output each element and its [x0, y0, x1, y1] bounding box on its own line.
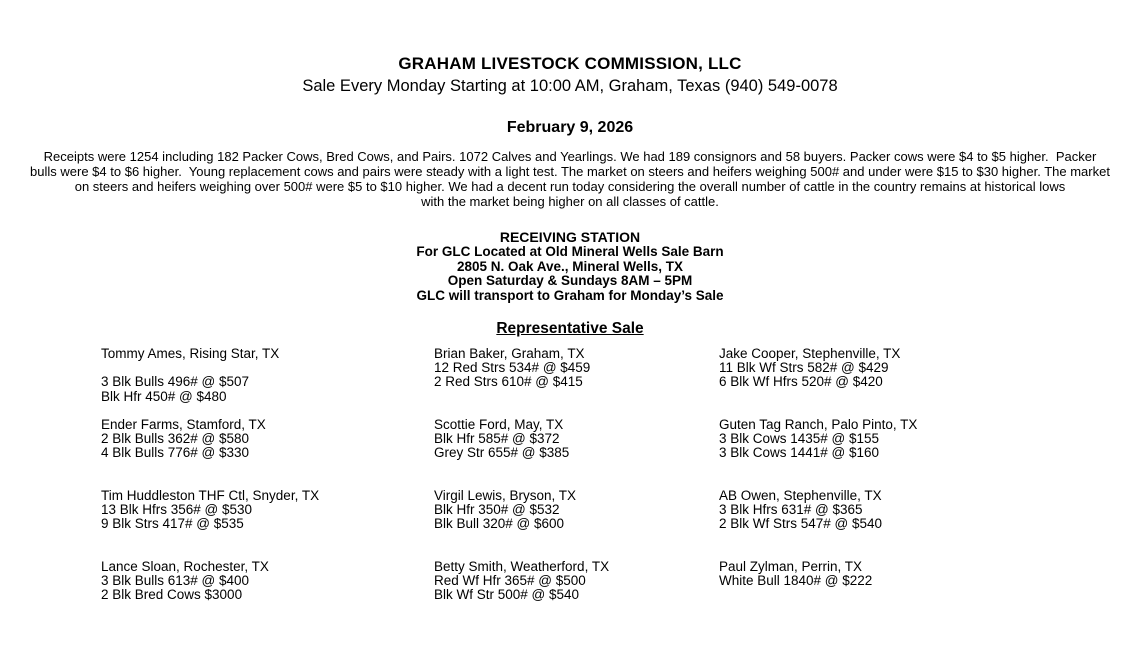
lot-line: Blk Hfr 585# @ $372 — [434, 431, 560, 447]
consignor-name: Ender Farms, Stamford, TX — [101, 417, 266, 432]
lot-line: 3 Blk Bulls 613# @ $400 — [101, 573, 250, 589]
consignor-name: Virgil Lewis, Bryson, TX — [434, 488, 577, 503]
representative-sale-heading: Representative Sale — [496, 320, 644, 337]
lot-line: 2 Blk Bulls 362# @ $580 — [101, 431, 250, 447]
sale-entry — [434, 347, 719, 418]
sale-entry — [101, 418, 434, 489]
sale-entry — [719, 418, 1140, 489]
sale-column-3 — [719, 347, 1140, 631]
consignor-name: Brian Baker, Graham, TX — [434, 346, 585, 361]
lot-line: Blk Bull 320# @ $600 — [434, 516, 565, 532]
sale-entry — [719, 560, 1140, 631]
lot-line: Red Wf Hfr 365# @ $500 — [434, 573, 586, 589]
sale-column-2 — [434, 347, 719, 631]
lot-line: 12 Red Strs 534# @ $459 — [434, 360, 591, 376]
lot-line: 11 Blk Wf Strs 582# @ $429 — [719, 360, 889, 376]
receiving-station-heading: RECEIVING STATION — [499, 229, 641, 245]
consignor-name: Scottie Ford, May, TX — [434, 417, 564, 432]
lot-line: 6 Blk Wf Hfrs 520# @ $420 — [719, 374, 883, 390]
lot-line: 3 Blk Cows 1435# @ $155 — [719, 431, 880, 447]
lot-line: Blk Wf Str 500# @ $540 — [434, 587, 580, 603]
lot-line: 13 Blk Hfrs 356# @ $530 — [101, 502, 253, 518]
sale-entry — [434, 418, 719, 489]
lot-line: White Bull 1840# @ $222 — [719, 573, 873, 589]
consignor-name: Tim Huddleston THF Ctl, Snyder, TX — [101, 488, 320, 503]
consignor-name: Lance Sloan, Rochester, TX — [101, 559, 269, 574]
sale-entry — [434, 489, 719, 560]
market-report-line: Receipts were 1254 including 182 Packer Cows, Bred Cows, and Pairs. 1072 Calves and Yearlings. We had 189 consignors and 58 buyers. Packer cows were $4 to $5 higher. Packer — [43, 149, 1097, 164]
receiving-station-line: 2805 N. Oak Ave., Mineral Wells, TX — [456, 258, 684, 274]
lot-line: Blk Hfr 450# @ $480 — [101, 388, 227, 404]
sale-column-1 — [101, 347, 434, 631]
consignor-name: Betty Smith, Weatherford, TX — [434, 559, 610, 574]
sale-entry — [719, 347, 1140, 418]
sale-entry — [101, 560, 434, 631]
sale-entry — [101, 347, 434, 418]
sale-date: February 9, 2026 — [506, 119, 634, 136]
lot-line: 3 Blk Bulls 496# @ $507 — [101, 374, 250, 390]
page-title: GRAHAM LIVESTOCK COMMISSION, LLC — [398, 54, 742, 73]
consignor-name: Jake Cooper, Stephenville, TX — [719, 346, 901, 361]
sale-entry — [719, 489, 1140, 560]
consignor-name: Guten Tag Ranch, Palo Pinto, TX — [719, 417, 918, 432]
market-report — [0, 149, 1140, 209]
market-report-line: with the market being higher on all classes of cattle. — [421, 194, 719, 209]
consignor-name: Paul Zylman, Perrin, TX — [719, 559, 863, 574]
market-report-line: bulls were $4 to $6 higher. Young replacement cows and pairs were steady with a light test. The market on steers and heifers weighing 500# and under were $15 to $30 higher. The market — [30, 164, 1110, 179]
lot-line: 3 Blk Hfrs 631# @ $365 — [719, 502, 863, 518]
lot-line: Grey Str 655# @ $385 — [434, 445, 570, 461]
lot-line: 4 Blk Bulls 776# @ $330 — [101, 445, 250, 461]
receiving-station-line: For GLC Located at Old Mineral Wells Sale Barn — [416, 244, 724, 259]
lot-line — [101, 361, 434, 375]
representative-sale-section-header — [0, 319, 1140, 338]
lot-line: Blk Hfr 350# @ $532 — [434, 502, 560, 518]
lot-line: 2 Blk Bred Cows $3000 — [101, 587, 243, 603]
sale-entry — [101, 489, 434, 560]
receiving-station-section — [0, 230, 1140, 303]
consignor-name: AB Owen, Stephenville, TX — [719, 488, 882, 503]
lot-line: 2 Red Strs 610# @ $415 — [434, 374, 583, 390]
receiving-station-line: Open Saturday & Sundays 8AM – 5PM — [447, 273, 693, 288]
sale-columns — [0, 347, 1140, 631]
lot-line: 2 Blk Wf Strs 547# @ $540 — [719, 516, 883, 532]
consignor-name: Tommy Ames, Rising Star, TX — [101, 346, 280, 361]
lot-line: 3 Blk Cows 1441# @ $160 — [719, 445, 880, 461]
lot-line: 9 Blk Strs 417# @ $535 — [101, 516, 244, 532]
sale-entry — [434, 560, 719, 631]
page-subtitle: Sale Every Monday Starting at 10:00 AM, Graham, Texas (940) 549-0078 — [302, 77, 838, 95]
receiving-station-line: GLC will transport to Graham for Monday’s Sale — [416, 287, 724, 303]
market-report-line: on steers and heifers weighing over 500# were $5 to $10 higher. We had a decent run today considering the overall number of cattle in the country remains at historical lows — [74, 179, 1066, 194]
